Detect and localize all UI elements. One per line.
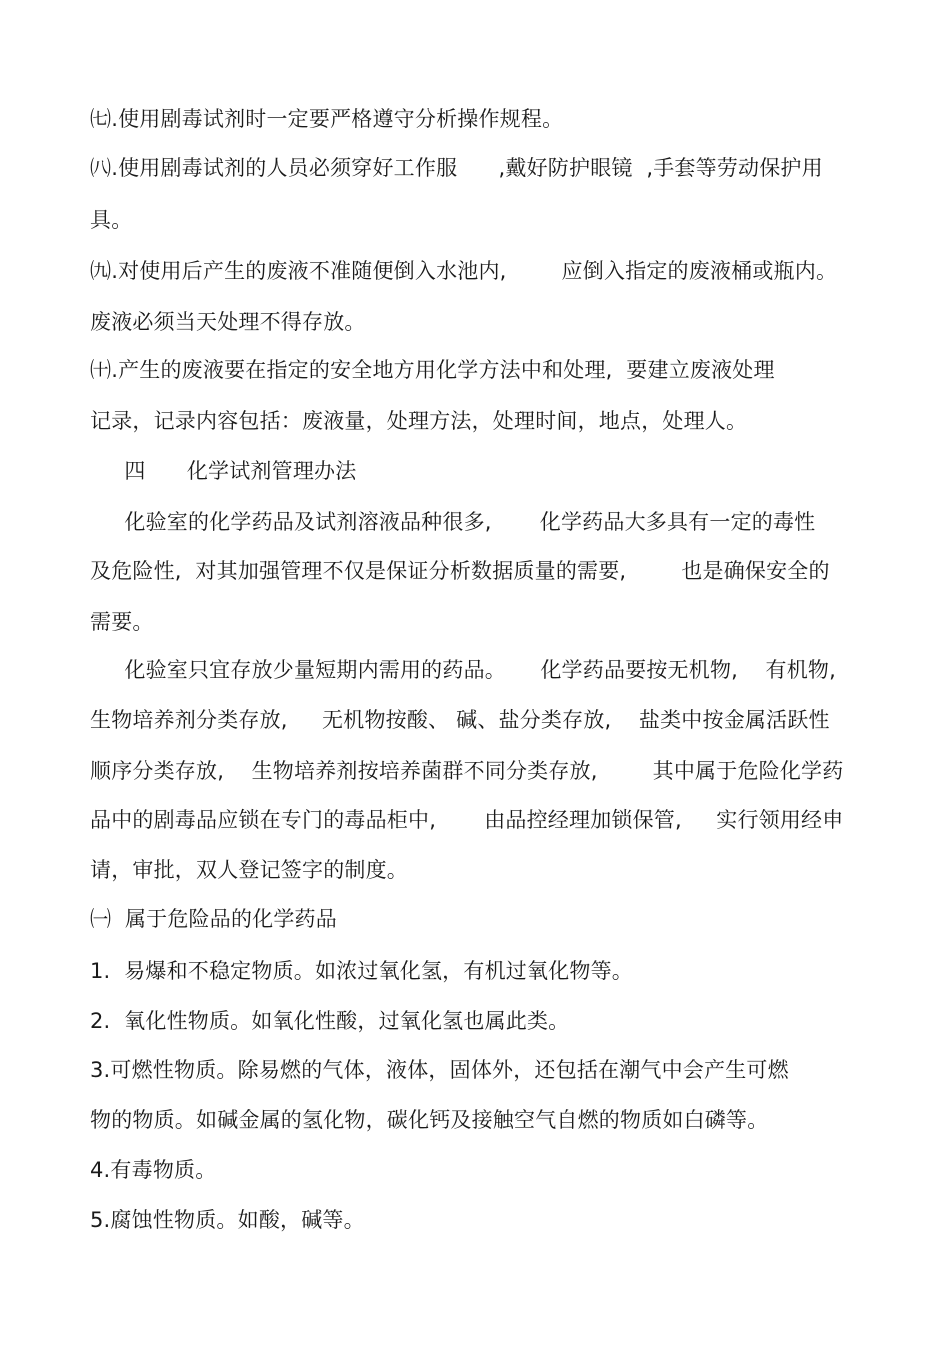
text-line: 记录，记录内容包括：废液量，处理方法，处理时间，地点，处理人。 — [90, 409, 748, 433]
text-line: ㈩.产生的废液要在指定的安全地方用化学方法中和处理, 要建立废液处理 — [90, 358, 775, 382]
text-line: ㈧.使用剧毒试剂的人员必须穿好工作服 ,戴好防护眼镜 ,手套等劳动保护用 — [90, 156, 823, 180]
list-item: 5.腐蚀性物质。如酸，碱等。 — [90, 1208, 365, 1232]
text-line: 化验室只宜存放少量短期内需用的药品。 化学药品要按无机物, 有机物, — [90, 658, 837, 682]
list-item: 3.可燃性物质。除易燃的气体，液体，固体外，还包括在潮气中会产生可燃 — [90, 1058, 789, 1082]
list-item: 1. 易爆和不稳定物质。如浓过氧化氢，有机过氧化物等。 — [90, 959, 633, 983]
text-line: ㈦.使用剧毒试剂时一定要严格遵守分析操作规程。 — [90, 107, 564, 131]
text-line: 品中的剧毒品应锁在专门的毒品柜中, 由品控经理加锁保管, 实行领用经申 — [90, 808, 844, 832]
text-line: 废液必须当天处理不得存放。 — [90, 310, 366, 334]
section-heading: 四 化学试剂管理办法 — [90, 459, 357, 483]
text-line: 需要。 — [90, 610, 154, 634]
text-line: 化验室的化学药品及试剂溶液品种很多, 化学药品大多具有一定的毒性 — [90, 510, 816, 534]
list-item: 2. 氧化性物质。如氧化性酸，过氧化氢也属此类。 — [90, 1009, 570, 1033]
text-line: 生物培养剂分类存放, 无机物按酸、 碱、盐分类存放, 盐类中按金属活跃性 — [90, 708, 830, 732]
list-item: 4.有毒物质。 — [90, 1158, 217, 1182]
text-line: 请，审批，双人登记签字的制度。 — [90, 858, 408, 882]
text-line: 具。 — [90, 208, 133, 232]
text-line: 物的物质。如碱金属的氢化物，碳化钙及接触空气自燃的物质如白磷等。 — [90, 1108, 769, 1132]
text-line: ㈨.对使用后产生的废液不准随便倒入水池内, 应倒入指定的废液桶或瓶内。 — [90, 259, 838, 283]
text-line: 顺序分类存放, 生物培养剂按培养菌群不同分类存放, 其中属于危险化学药 — [90, 759, 844, 783]
subsection-heading: ㈠ 属于危险品的化学药品 — [90, 907, 337, 931]
text-line: 及危险性, 对其加强管理不仅是保证分析数据质量的需要, 也是确保安全的 — [90, 559, 830, 583]
